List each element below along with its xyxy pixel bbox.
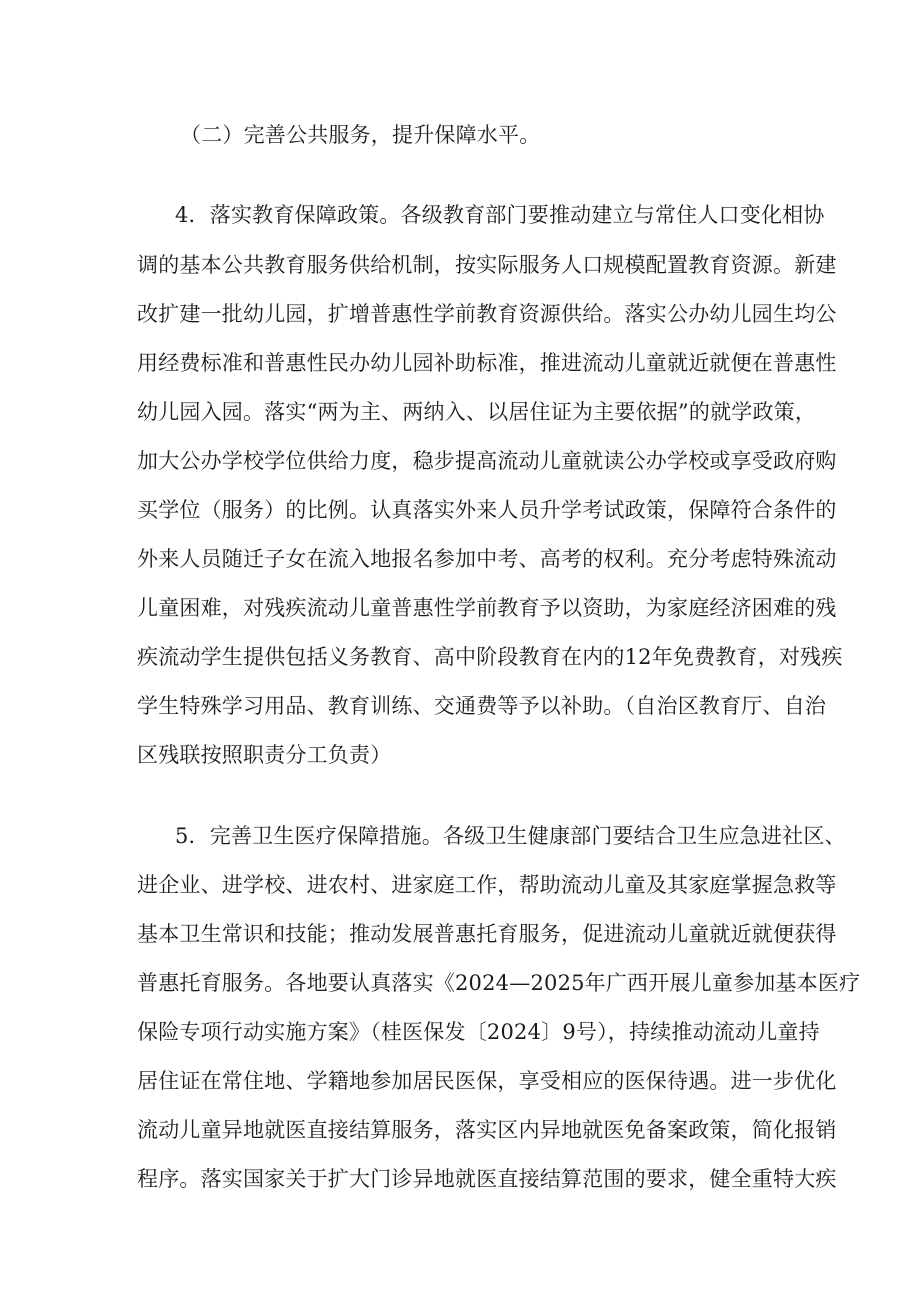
section-heading: （二）完善公共服务，提升保障水平。 bbox=[180, 123, 541, 147]
paragraph-line: 基本卫生常识和技能；推动发展普惠托育服务，促进流动儿童就近就便获得 bbox=[137, 922, 837, 946]
paragraph-line: 4．落实教育保障政策。各级教育部门要推动建立与常住人口变化相协 bbox=[175, 203, 825, 227]
paragraph-line: 疾流动学生提供包括义务教育、高中阶段教育在内的12年免费教育，对残疾 bbox=[137, 645, 843, 669]
paragraph-line: 幼儿园入园。落实“两为主、两纳入、以居住证为主要依据”的就学政策， bbox=[137, 400, 817, 424]
paragraph-line: 学生特殊学习用品、教育训练、交通费等予以补助。（自治区教育厅、自治 bbox=[137, 694, 827, 718]
paragraph-line: 儿童困难，对残疾流动儿童普惠性学前教育予以资助，为家庭经济困难的残 bbox=[137, 596, 837, 620]
paragraph-line: 外来人员随迁子女在流入地报名参加中考、高考的权利。充分考虑特殊流动 bbox=[137, 547, 837, 571]
paragraph-line: 调的基本公共教育服务供给机制，按实际服务人口规模配置教育资源。新建 bbox=[137, 253, 837, 277]
paragraph-line: 程序。落实国家关于扩大门诊异地就医直接结算范围的要求，健全重特大疾 bbox=[137, 1167, 837, 1191]
paragraph-line: 加大公办学校学位供给力度，稳步提高流动儿童就读公办学校或享受政府购 bbox=[137, 449, 837, 473]
paragraph-line: 普惠托育服务。各地要认真落实《2024—2025年广西开展儿童参加基本医疗 bbox=[137, 971, 861, 995]
paragraph-line: 区残联按照职责分工负责） bbox=[137, 743, 392, 767]
paragraph-line: 居住证在常住地、学籍地参加居民医保，享受相应的医保待遇。进一步优化 bbox=[137, 1069, 837, 1093]
paragraph-line: 5．完善卫生医疗保障措施。各级卫生健康部门要结合卫生应急进社区、 bbox=[175, 824, 846, 848]
paragraph-line: 流动儿童异地就医直接结算服务，落实区内异地就医免备案政策，简化报销 bbox=[137, 1118, 837, 1142]
paragraph-line: 改扩建一批幼儿园，扩增普惠性学前教育资源供给。落实公办幼儿园生均公 bbox=[137, 302, 837, 326]
paragraph-line: 进企业、进学校、进农村、进家庭工作，帮助流动儿童及其家庭掌握急救等 bbox=[137, 873, 837, 897]
paragraph-line: 买学位（服务）的比例。认真落实外来人员升学考试政策，保障符合条件的 bbox=[137, 498, 837, 522]
paragraph-line: 用经费标准和普惠性民办幼儿园补助标准，推进流动儿童就近就便在普惠性 bbox=[137, 351, 837, 375]
paragraph-line: 保险专项行动实施方案》（桂医保发〔2024〕9号），持续推动流动儿童持 bbox=[137, 1020, 820, 1044]
